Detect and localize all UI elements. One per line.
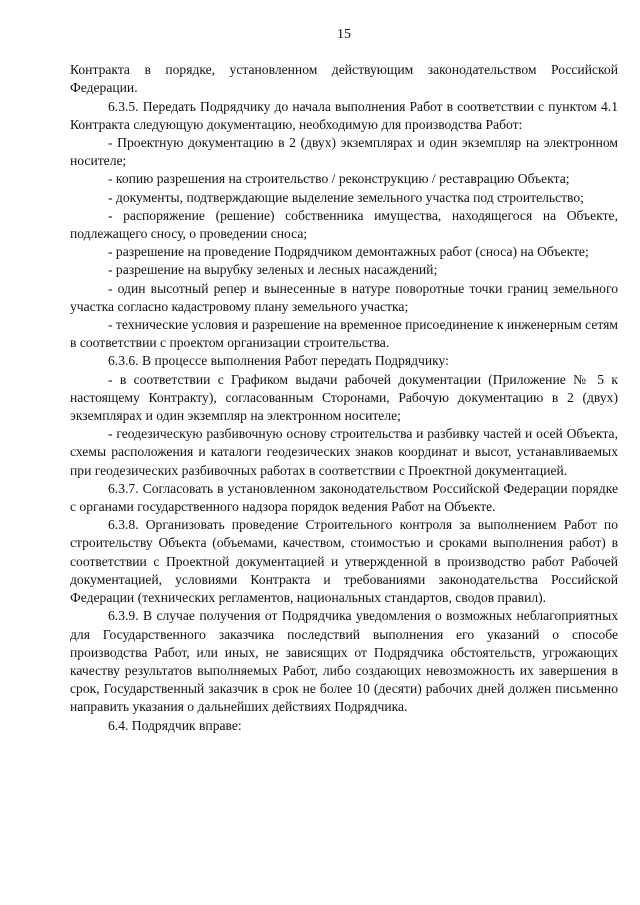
list-item-demolition-order: - распоряжение (решение) собственника имущества, находящегося на Объекте, подлежащего сносу, о проведении сноса; <box>70 207 618 242</box>
paragraph-6-4: 6.4. Подрядчик вправе: <box>108 717 242 733</box>
page-number: 15 <box>337 27 351 42</box>
list-item-benchmark: - один высотный репер и вынесенные в натуре поворотные точки границ земельного участка согласно кадастровому плану земельного участка; <box>70 280 618 314</box>
paragraph-6-3-9: 6.3.9. В случае получения от Подрядчика уведомления о возможных неблагоприятных для Государственного заказчика последствий выполнения его указаний о способе производства Работ, или иных, не зависящих от Подрядчика обстоятельств, угрожающих качеству результатов выполняемых Работ, либо создающих невозможность их завершения в срок, Государственный заказчик в срок не более 10 (десяти) рабочих дней должен письменно направить указания о дальнейших действиях Подрядчика. <box>70 608 618 715</box>
list-item-geodetic-base: - геодезическую разбивочную основу строительства и разбивку частей и осей Объекта, схемы расположения и каталоги геодезических знаков координат и высот, устанавливаемых при геодезических разбивочных работах в соответствии с Проектной документацией. <box>70 426 618 478</box>
paragraph-6-3-6: 6.3.6. В процессе выполнения Работ передать Подрядчику: <box>108 353 449 369</box>
paragraph-6-3-5: 6.3.5. Передать Подрядчику до начала выполнения Работ в соответствии с пунктом 4.1 Контракта следующую документацию, необходимую для производства Работ: <box>70 98 618 132</box>
list-item-dismantling-permit: - разрешение на проведение Подрядчиком демонтажных работ (сноса) на Объекте; <box>108 244 589 260</box>
list-item-land-allocation: - документы, подтверждающие выделение земельного участка под строительство; <box>108 189 584 205</box>
paragraph-contract-continuation: Контракта в порядке, установленном действующим законодательством Российской Федерации. <box>70 62 618 96</box>
list-item-project-docs: - Проектную документацию в 2 (двух) экземплярах и один экземпляр на электронном носителе; <box>70 135 618 169</box>
list-item-tree-felling-permit: - разрешение на вырубку зеленых и лесных насаждений; <box>108 262 438 278</box>
list-item-utility-connection: - технические условия и разрешение на временное присоединение к инженерным сетям в соответствии с проектом организации строительства. <box>70 317 618 351</box>
paragraph-6-3-7: 6.3.7. Согласовать в установленном законодательством Российской Федерации порядке с органами государственного надзора порядок ведения Работ на Объекте. <box>70 480 618 515</box>
paragraph-6-3-8: 6.3.8. Организовать проведение Строительного контроля за выполнением Работ по строительству Объекта (объемами, качеством, стоимостью и сроками выполнения работ) в соответствии с Проектной документацией и утвержденной в производство работ Рабочей документацией, условиями Контракта и требованиями законодательства Российской Федерации (технических регламентов, национальных стандартов, сводов правил). <box>70 517 618 606</box>
list-item-building-permit: - копию разрешения на строительство / реконструкцию / реставрацию Объекта; <box>108 171 570 187</box>
list-item-working-docs: - в соответствии с Графиком выдачи рабочей документации (Приложение № 5 к настоящему Контракту), согласованным Сторонами, Рабочую документацию в 2 (двух) экземплярах и один экземпляр на электронном носителе; <box>70 371 618 424</box>
